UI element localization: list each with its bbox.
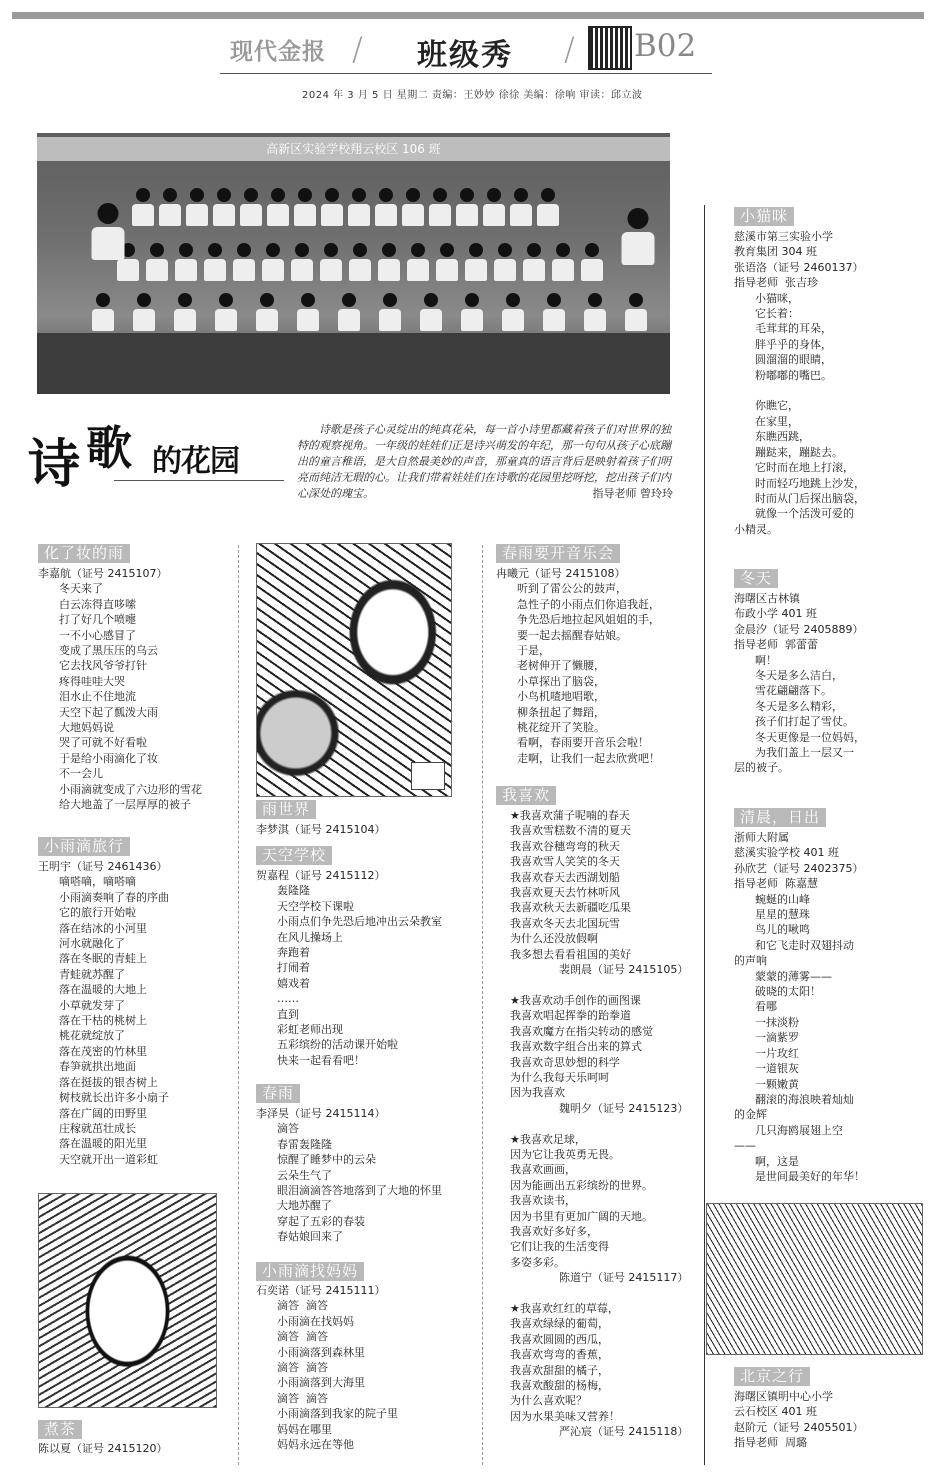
photo-child: [159, 188, 181, 228]
photo-teacher: [622, 208, 655, 268]
top-bar: [12, 12, 924, 19]
photo-child: [375, 188, 397, 228]
photo-child: [267, 188, 289, 228]
photo-child: [456, 188, 478, 228]
poem-body: 贺嘉程（证号 2415112） 轰隆隆 天空学校下课啦 小雨点们争先恐后地冲出云朵教室 在风儿操场上 奔跑着 打闹着 嬉戏着 …… 直到 彩虹老师出现 五彩缤纷的活动课开始啦 快来一起看看吧！: [256, 869, 442, 1067]
photo-caption: 高新区实验学校翔云校区 106 班: [37, 137, 670, 161]
section-title: 班级秀: [417, 38, 513, 73]
poem-body: 海曙区镇明中心小学 云石校区 401 班 赵阶元（证号 2405501） 指导老师 周璐: [734, 1390, 864, 1450]
photo-child: [537, 188, 559, 228]
photo-child: [294, 188, 316, 228]
photo-child: [204, 243, 226, 283]
photo-child: [320, 243, 342, 283]
photo-child: [483, 188, 505, 228]
poem-body: 慈溪市第三实验小学 教育集团 304 班 张语洛（证号 2460137） 指导老师 张吉珍 小猫咪， 它长着： 毛茸茸的耳朵， 胖乎乎的身体， 圆溜溜的眼睛， 粉嘟嘟的嘴巴。 你瞧它， 在家里， 东瞧西跳， 蹦跶来，蹦跶去。 它时而在地上打滚， 时而轻巧地跳上沙发， 时而从门后探出脑袋， 就像一个活泼可爱的 小精灵。: [734, 230, 865, 536]
title-char-1: 诗: [28, 434, 81, 495]
poem-title: 春雨: [256, 1084, 300, 1103]
poem-title: 小猫咪: [734, 207, 794, 226]
photo-child: [581, 243, 603, 283]
poem-title: 冬天: [734, 569, 778, 588]
column-divider: [238, 545, 239, 1465]
photo-child: [132, 188, 154, 228]
feature-title: [28, 412, 268, 495]
drawing-beijing-trip: [706, 1203, 923, 1355]
intro-text: [297, 422, 673, 502]
intro-teacher: 指导老师 曾玲玲: [592, 487, 673, 500]
poem-body: 李梦淇（证号 2415104）: [256, 823, 386, 836]
artist-signature: [411, 762, 445, 790]
photo-child: [494, 243, 516, 283]
photo-child: [175, 243, 197, 283]
poem-body: 李嘉航（证号 2415107） 冬天来了 白云冻得直哆嗦 打了好几个喷嚏 一不小心感冒了 变成了黑压压的乌云 它去找风爷爷打针 疼得哇哇大哭 泪水止不住地流 天空下起了瓢泼大雨 大地妈妈说 哭了可就不好看啦 于是给小雨滴化了妆 不一会儿 小雨滴就变成了六边形的雪花 给大地盖了一层厚厚的被子: [38, 567, 202, 812]
photo-child: [349, 243, 371, 283]
photo-teacher: [92, 203, 125, 263]
poem-title: 天空学校: [256, 846, 332, 865]
photo-child: [407, 243, 429, 283]
photo-child: [240, 188, 262, 228]
poem-title: 北京之行: [734, 1367, 810, 1386]
poem-title: 清晨，日出: [734, 808, 826, 827]
photo-child: [174, 293, 196, 333]
poem-title: 小雨滴找妈妈: [256, 1262, 364, 1281]
photo-child: [420, 293, 442, 333]
photo-child: [133, 293, 155, 333]
photo-child: [291, 243, 313, 283]
drawing-teapot: [38, 1193, 217, 1408]
photo-child: [233, 243, 255, 283]
photo-child: [256, 293, 278, 333]
photo-child: [262, 243, 284, 283]
title-rest: 的花园: [152, 444, 239, 479]
drawing-rain-world: [256, 543, 452, 797]
title-char-2: 歌: [86, 421, 132, 475]
poem-body: 冉曦元（证号 2415108） 听到了雷公公的鼓声， 急性子的小雨点们你追我赶， 争先恐后地拉起风姐姐的手， 要一起去摇醒春姑娘。 于是， 老树伸开了懒腰， 小草探出了脑袋， 小鸟机喳地唱歌， 柳条扭起了舞蹈， 桃花绽开了笑脸。 看啊，春雨要开音乐会啦！ 走啊，让我们一起去欣赏吧！: [496, 567, 660, 765]
poem-body: 海曙区古林镇 布政小学 401 班 金晨汐（证号 2405889） 指导老师 郭蕾蕾 啊！ 冬天是多么洁白， 雪花翩翩落下。 冬天是多么精彩， 孩子们打起了雪仗。 冬天更像是一位妈妈， 为我们盖上一层又一 层的被子。: [734, 592, 865, 775]
photo-child: [402, 188, 424, 228]
page-number: B02: [634, 28, 697, 64]
photo-child: [523, 243, 545, 283]
poem-title: 雨世界: [256, 800, 316, 819]
poem-title: 煮茶: [38, 1420, 82, 1439]
photo-child: [502, 293, 524, 333]
photo-child: [378, 243, 400, 283]
poem-title: 小雨滴旅行: [38, 837, 130, 856]
poem-body: 石奕诺（证号 2415111） 滴答 滴答 小雨滴在找妈妈 滴答 滴答 小雨滴落到森林里 滴答 滴答 小雨滴落到大海里 滴答 滴答 小雨滴落到我家的院子里 妈妈在哪里 妈妈永远在等他: [256, 1284, 398, 1452]
header-divider: /: [564, 30, 575, 68]
qr-code-icon: [588, 26, 632, 70]
class-photo: [37, 133, 670, 394]
photo-stage: [37, 333, 670, 394]
photo-child: [338, 293, 360, 333]
photo-child: [213, 188, 235, 228]
photo-child: [510, 188, 532, 228]
photo-child: [436, 243, 458, 283]
photo-child: [186, 188, 208, 228]
header-rule: [220, 73, 712, 74]
column-rule: [704, 205, 705, 1465]
title-underline: [114, 480, 284, 481]
column-divider: [482, 545, 483, 1465]
poem-body: 浙师大附属 慈溪实验学校 401 班 孙欣艺（证号 2402375） 指导老师 陈嘉慧 蜿蜒的山峰 星星的慧珠 鸟儿的啾鸣 和它飞走时双翅抖动 的声响 蒙蒙的薄雾—— 破晓的太阳！ 看哪 一抹淡粉 一滴紫罗 一片玫红 一道银灰 一颗嫩黄 翻滚的海浪映着灿灿 的金辉 几只海鸥展翅上空 —— 啊，这是 是世间最美好的年华！: [734, 831, 865, 1183]
photo-child: [379, 293, 401, 333]
poem-title: 春雨要开音乐会: [496, 544, 620, 563]
photo-child: [92, 293, 114, 333]
poem-title: 我喜欢: [496, 786, 556, 805]
poem-title: 化了妆的雨: [38, 544, 130, 563]
intro-body: 诗歌是孩子心灵绽出的纯真花朵，每一首小诗里都藏着孩子们对世界的独特的观察视角。一年级的娃娃们正是诗兴萌发的年纪，那一句句从孩子心底蹦出的童言稚语，是大自然最美妙的声音，那童真的语言背后是映射着孩子们明亮而纯洁无瑕的心。让我们带着娃娃们在诗歌的花园里挖呀挖，挖出孩子们内心深处的瑰宝。: [297, 423, 671, 500]
photo-child: [625, 293, 647, 333]
photo-child: [215, 293, 237, 333]
photo-child: [348, 188, 370, 228]
photo-child: [297, 293, 319, 333]
photo-child: [543, 293, 565, 333]
photo-child: [429, 188, 451, 228]
dateline: 2024 年 3 月 5 日 星期二 责编：王妙妙 徐徐 美编：徐响 审读：邱立波: [302, 90, 643, 101]
poem-body: 王明宇（证号 2461436） 嘀嗒嘀，嘀嗒嘀 小雨滴奏响了春的序曲 它的旅行开始啦 落在结冰的小河里 河水就融化了 落在冬眠的青蛙上 青蛙就苏醒了 落在温暖的大地上 小草就发芽了 落在干枯的桃树上 桃花就绽放了 落在茂密的竹林里 春笋就拱出地面 落在挺拔的银杏树上 树枝就长出许多小扇子 落在广阔的田野里 庄稼就茁壮成长 落在温暖的阳光里 天空就开出一道彩虹: [38, 860, 169, 1166]
poem-body: ★我喜欢蒲子呢喃的春天 我喜欢雪糕数不清的夏天 我喜欢谷穗弯弯的秋天 我喜欢雪人笑笑的冬天 我喜欢春天去西湖划船 我喜欢夏天去竹林听风 我喜欢秋天去新疆吃瓜果 我喜欢冬天去北国玩雪 为什么还没放假啊 我多想去看看祖国的美好 裴朗晨（证号 2415105） ★我喜欢动手创作的画图课 我喜欢唱起挥拳的跆拳道 我喜欢魔方在指尖转动的感觉 我喜欢数字组合出来的算式 我喜欢奇思妙想的科学 为什么我每天乐呵呵 因为我喜欢 魏明夕（证号 2415123） ★我喜欢足球， 因为它让我英勇无畏。 我喜欢画画， 因为能画出五彩缤纷的世界。 我喜欢读书， 因为书里有更加广阔的天地。 我喜欢好多好多， 它们让我的生活变得 多姿多彩。 陈道宁（证号 2415117） ★我喜欢红红的草莓， 我喜欢绿绿的葡萄， 我喜欢圆圆的西瓜， 我喜欢弯弯的香蕉， 我喜欢甜甜的橘子， 我喜欢酸甜的杨梅， 为什么喜欢呢？ 因为水果美味又营养！ 严沁宸（证号 2415118）: [509, 809, 689, 1439]
photo-child: [461, 293, 483, 333]
poem-body: 李泽昊（证号 2415114） 滴答 春雷轰隆隆 惊醒了睡梦中的云朵 云朵生气了 眼泪滴滴答答地落到了大地的怀里 大地苏醒了 穿起了五彩的春装 春姑娘回来了: [256, 1107, 442, 1244]
photo-child: [465, 243, 487, 283]
newspaper-name: 现代金报: [230, 38, 326, 65]
photo-child: [552, 243, 574, 283]
header-divider: /: [352, 30, 363, 68]
photo-child: [146, 243, 168, 283]
photo-child: [321, 188, 343, 228]
photo-child: [584, 293, 606, 333]
poem-body: 陈以夏（证号 2415120）: [38, 1442, 168, 1455]
